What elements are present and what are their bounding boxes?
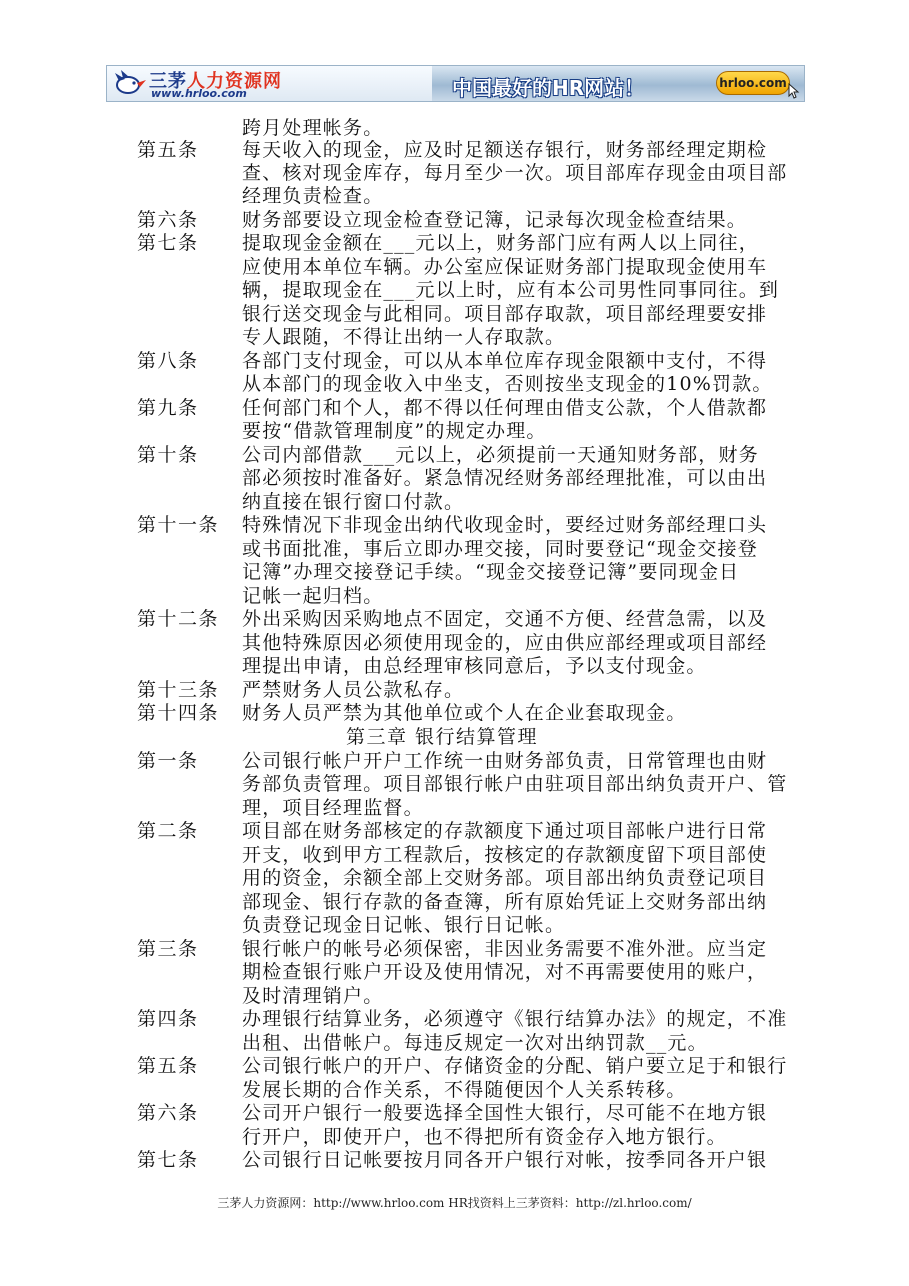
text-line: 记帐一起归档。 (242, 585, 384, 607)
text-line: 其他特殊原因必须使用现金的，应由供应部经理或项目部经 (242, 632, 768, 654)
text-line: 每天收入的现金，应及时足额送存银行，财务部经理定期检 (242, 139, 768, 161)
text-line: 办理银行结算业务，必须遵守《银行结算办法》的规定，不准 (242, 1008, 788, 1030)
text-line: 公司内部借款___元以上，必须提前一天通知财务部，财务 (242, 444, 759, 466)
site-banner[interactable] (106, 65, 805, 102)
text-line: 银行帐户的帐号必须保密，非因业务需要不准外泄。应当定 (242, 938, 768, 960)
brand-url: www.hrloo.com (151, 87, 247, 100)
text-line: 开支，收到甲方工程款后，按核定的存款额度留下项目部使 (242, 844, 768, 866)
page-footer: 三茅人力资源网：http://www.hrloo.com HR找资料上三茅资料：http://zl.hrloo.com/ (217, 1196, 692, 1210)
text-line: 任何部门和个人，都不得以任何理由借支公款，个人借款都 (242, 397, 768, 419)
article-label: 第一条 (137, 750, 199, 772)
text-line: 跨月处理帐务。 (242, 117, 384, 139)
text-line: 负责登记现金日记帐、银行日记帐。 (242, 914, 566, 936)
article-label: 第八条 (137, 350, 199, 372)
text-line: 财务人员严禁为其他单位或个人在企业套取现金。 (242, 702, 687, 724)
text-line: 出租、出借帐户。每违反规定一次对出纳罚款__元。 (242, 1032, 708, 1054)
text-line: 银行送交现金与此相同。项目部存取款，项目部经理要安排 (242, 303, 768, 325)
text-line: 严禁财务人员公款私存。 (242, 679, 465, 701)
text-line: 应使用本单位车辆。办公室应保证财务部门提取现金使用车 (242, 256, 768, 278)
text-line: 用的资金，余额全部上交财务部。项目部出纳负责登记项目 (242, 867, 768, 889)
text-line: 行开户，即使开户，也不得把所有资金存入地方银行。 (242, 1126, 727, 1148)
article-label: 第二条 (137, 820, 199, 842)
brand-name: 三茅人力资源网 (149, 71, 282, 92)
article-label: 第十四条 (137, 702, 220, 724)
bird-logo-icon (113, 69, 147, 99)
article-label: 第四条 (137, 1008, 199, 1030)
text-line: 及时清理销户。 (242, 985, 384, 1007)
text-line: 理，项目经理监督。 (242, 797, 424, 819)
text-line: 经理负责检查。 (242, 185, 384, 207)
text-line: 要按“借款管理制度”的规定办理。 (242, 420, 547, 442)
text-line: 项目部在财务部核定的存款额度下通过项目部帐户进行日常 (242, 820, 768, 842)
text-line: 公司银行日记帐要按月同各开户银行对帐，按季同各开户银 (242, 1149, 768, 1171)
article-label: 第九条 (137, 397, 199, 419)
banner-slogan-area (432, 66, 804, 101)
banner-logo-area (107, 66, 432, 101)
site-link-button[interactable]: hrloo.com (716, 71, 790, 95)
article-label: 第六条 (137, 1102, 199, 1124)
text-line: 特殊情况下非现金出纳代收现金时，要经过财务部经理口头 (242, 514, 768, 536)
text-line: 或书面批准，事后立即办理交接，同时要登记“现金交接登 (242, 538, 758, 560)
text-line: 公司开户银行一般要选择全国性大银行，尽可能不在地方银 (242, 1102, 768, 1124)
article-label: 第七条 (137, 1149, 199, 1171)
article-label: 第十三条 (137, 679, 220, 701)
text-line: 理提出申请，由总经理审核同意后，予以支付现金。 (242, 655, 707, 677)
text-line: 各部门支付现金，可以从本单位库存现金限额中支付，不得 (242, 350, 768, 372)
cursor-icon (786, 83, 800, 99)
article-label: 第六条 (137, 209, 199, 231)
text-line: 财务部要设立现金检查登记簿，记录每次现金检查结果。 (242, 209, 748, 231)
text-line: 部现金、银行存款的备查簿，所有原始凭证上交财务部出纳 (242, 891, 768, 913)
text-line: 部必须按时准备好。紧急情况经财务部经理批准，可以由出 (242, 467, 768, 489)
text-line: 公司银行帐户开户工作统一由财务部负责，日常管理也由财 (242, 750, 768, 772)
text-line: 务部负责管理。项目部银行帐户由驻项目部出纳负责开户、管 (242, 773, 788, 795)
chapter-heading: 第三章 银行结算管理 (346, 726, 539, 748)
text-line: 发展长期的合作关系，不得随便因个人关系转移。 (242, 1079, 687, 1101)
article-label: 第十二条 (137, 608, 220, 630)
article-label: 第五条 (137, 1055, 199, 1077)
text-line: 记簿”办理交接登记手续。“现金交接登记簿”要同现金日 (242, 561, 740, 583)
text-line: 从本部门的现金收入中坐支，否则按坐支现金的10%罚款。 (242, 373, 773, 395)
text-line: 外出采购因采购地点不固定，交通不方便、经营急需，以及 (242, 608, 768, 630)
text-line: 纳直接在银行窗口付款。 (242, 491, 465, 513)
text-line: 专人跟随，不得让出纳一人存取款。 (242, 326, 566, 348)
text-line: 提取现金金额在___元以上，财务部门应有两人以上同往， (242, 232, 759, 254)
article-label: 第三条 (137, 938, 199, 960)
article-label: 第五条 (137, 139, 199, 161)
article-label: 第七条 (137, 232, 199, 254)
article-label: 第十一条 (137, 514, 220, 536)
article-label: 第十条 (137, 444, 199, 466)
text-line: 公司银行帐户的开户、存储资金的分配、销户要立足于和银行 (242, 1055, 788, 1077)
text-line: 期检查银行账户开设及使用情况，对不再需要使用的账户， (242, 961, 768, 983)
banner-slogan: 中国最好的HR网站！ (452, 76, 645, 100)
text-line: 辆，提取现金在___元以上时，应有本公司男性同事同往。到 (242, 279, 780, 301)
text-line: 查、核对现金库存，每月至少一次。项目部库存现金由项目部 (242, 162, 788, 184)
